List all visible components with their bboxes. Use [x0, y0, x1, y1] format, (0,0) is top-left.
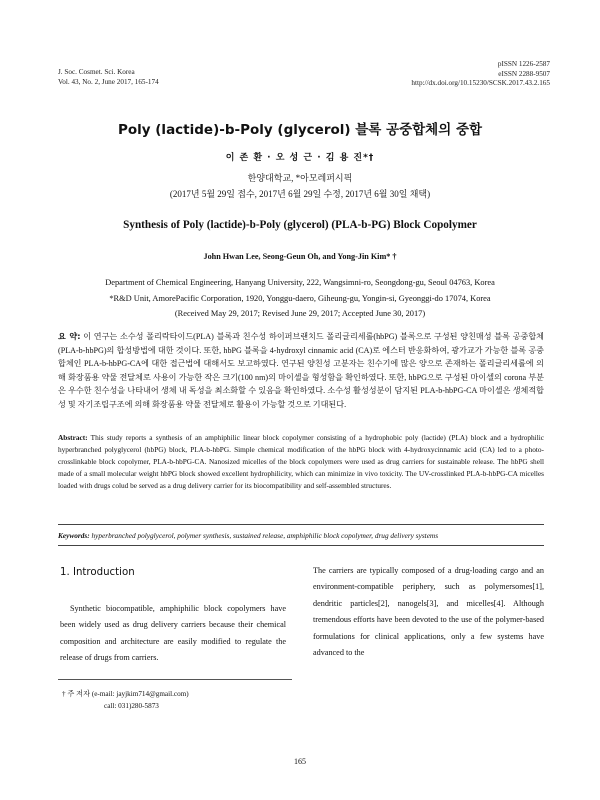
authors-english: John Hwan Lee, Seong-Geun Oh, and Yong-Jin Kim* †	[203, 252, 397, 261]
page-number: 165	[294, 757, 306, 766]
authors-korean: 이 존 환 · 오 성 근 · 김 용 진*†	[225, 153, 375, 163]
footnote-call: call: 031)280-5873	[104, 702, 159, 710]
eissn: eISSN 2288-9507	[498, 69, 550, 78]
journal-header	[58, 68, 159, 87]
keywords-label: Keywords:	[58, 531, 90, 540]
keywords-text: hyperbranched polyglycerol, polymer synthesis, sustained release, amphiphilic block copolymer, drug delivery systems	[91, 531, 439, 540]
abstract-korean	[58, 330, 544, 412]
abstract-korean-text: 이 연구는 소수성 폴리락타이드(PLA) 블록과 친수성 하이퍼브랜치드 폴리글리세롤(hbPG) 블록으로 구성된 양친매성 블록 공중합체(PLA-b-hbPG)의 합성방법에 대한 것이다. 또한, hbPG 블록을 4-hydroxyl cinnamic acid (CA)로 에스터 반응화하여, 광가교가 가능한 블록 공중합체인 PLA-b-hbPG-CA에 대한 접근법에 대해서도 보고하였다. 연구된 양친성 고분자는 친수기에 많은 양으로 존재하는 폴리글리세롤에 의해 화장품용 약물 전달체로 사용이 가능한 작은 크기(100 nm)의 마이셀을 형성함을 확인하였다. 또한, hbPG으로 구성된 마이셀의 corona 부분은 우수한 친수성을 나타내어 생체 내 독성을 최소화할 수 있음을 확인하였다. 소수성 활성성분이 담지된 PLA-b-hbPG-CA 마이셀은 생체적합성 및 자기조립구조에 의해 화장품용 약물 전달체로 활용이 가능할 것으로 기대된다.	[58, 332, 544, 409]
footnote-author: † 주 저자 (e-mail: jayjkim714@gmail.com)	[62, 690, 189, 698]
abstract-english-text: This study reports a synthesis of an amphiphilic linear block copolymer consisting of a hydrophobic poly (lactide) (PLA) block and a hydrophilic hyperbranched polyglycerol (hbPG) block, PLA-b-hbPG. Simple chemical modification of the hbPG block with 4-hydroxycinnamic acid (CA) led to a photo-crosslinkable block copolymer, PLA-b-hbPG-CA. Nanosized micelles of the block copolymers were used as drug carriers for sustainable release. The hbPG shell made of a small molecular weight hbPG block showed excellent hydrophilicity, which can minimize in vivo toxicity. The UV-crosslinked PLA-b-hbPG-CA micelles loaded with drugs colud be served as a drug delivery carrier for its biocompatibility and self-assembled structures.	[58, 433, 545, 490]
keywords-bottom-rule	[58, 545, 544, 546]
intro-left-column: Synthetic biocompatible, amphiphilic block copolymers have been widely used as drug delivery carriers because their chemical composition and architecture are easily modified to regulate the release of drugs from carriers.	[60, 604, 286, 663]
affiliation-english-2: *R&D Unit, AmorePacific Corporation, 1920, Yonggu-daero, Giheung-gu, Yongin-si, Gyeonggi-do 17074, Korea	[109, 293, 491, 303]
dates-korean: (2017년 5월 29일 접수, 2017년 6월 29일 수정, 2017년 6월 30일 채택)	[169, 189, 431, 199]
affiliation-english-block	[62, 275, 538, 322]
keywords	[58, 530, 544, 541]
footnote-rule	[58, 679, 292, 680]
issn-header	[411, 60, 550, 89]
doi-link[interactable]: http://dx.doi.org/10.15230/SCSK.2017.43.2.165	[411, 79, 550, 88]
abstract-english	[58, 432, 544, 492]
title-korean: Poly (lactide)-b-Poly (glycerol) 블록 공중합체의 중합	[117, 122, 483, 138]
title-english: Synthesis of Poly (lactide)-b-Poly (glycerol) (PLA-b-PG) Block Copolymer	[123, 219, 477, 231]
abstract-english-label: Abstract:	[58, 433, 88, 442]
dates-english: (Received May 29, 2017; Revised June 29, 2017; Accepted June 30, 2017)	[174, 309, 426, 318]
affiliation-english-1: Department of Chemical Engineering, Hanyang University, 222, Wangsimni-ro, Seongdong-gu, Seoul 04763, Korea	[105, 278, 495, 287]
journal-name: J. Soc. Cosmet. Sci. Korea	[58, 68, 135, 76]
journal-volume: Vol. 43, No. 2, June 2017, 165-174	[58, 77, 159, 86]
affiliation-korean: 한양대학교, *아모레퍼시픽	[247, 173, 353, 183]
pissn: pISSN 1226-2587	[497, 60, 550, 68]
intro-right-column: The carriers are typically composed of a drug-loading cargo and an environment-compatible periphery, such as polymersomes[1], dendritic particles[2], nanogels[3], and micelles[4]. Although tremendous efforts have been devoted to the use of the polymer-based formulations for clinical applications, only a few systems have advanced to the	[313, 566, 544, 658]
keywords-top-rule	[58, 524, 544, 525]
footnote	[62, 688, 189, 712]
abstract-korean-label: 요 약:	[58, 331, 81, 341]
affiliation-korean-block	[0, 170, 600, 202]
section-title-introduction: 1. Introduction	[60, 567, 135, 578]
